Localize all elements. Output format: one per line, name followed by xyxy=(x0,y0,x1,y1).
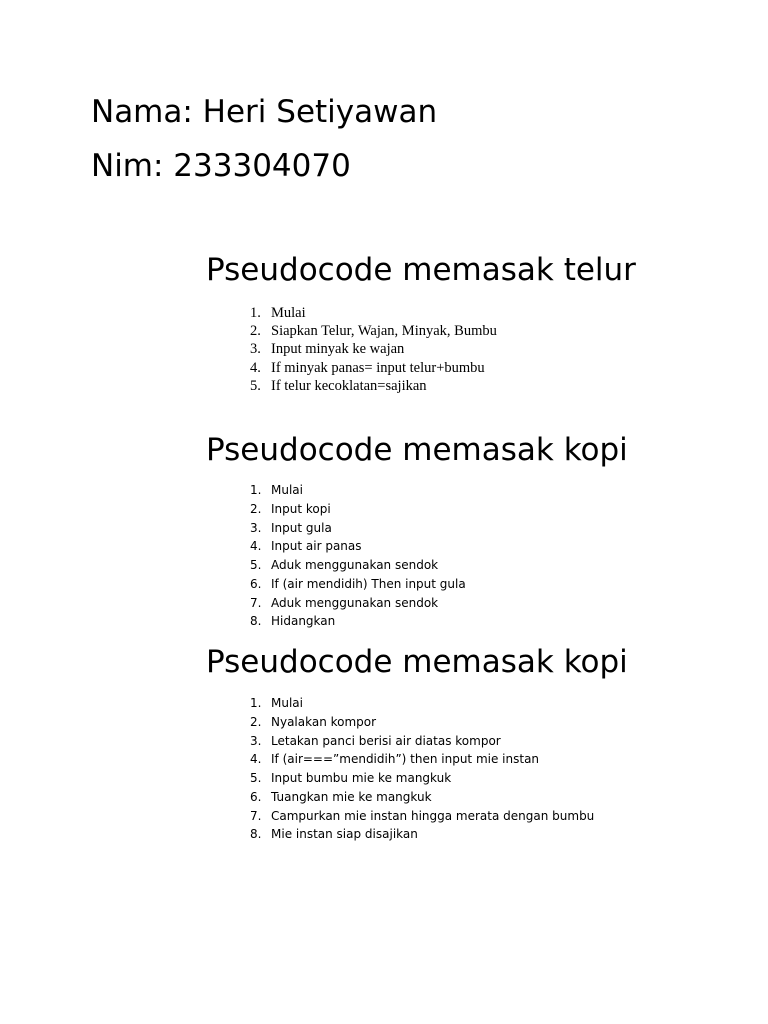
list-item xyxy=(206,750,746,769)
list-item xyxy=(206,537,746,556)
step-text: Letakan panci berisi air diatas kompor xyxy=(271,733,501,748)
list-item xyxy=(206,519,746,538)
step-number: 5. xyxy=(250,771,262,785)
list-item xyxy=(206,694,746,713)
list-item xyxy=(206,807,746,826)
step-number: 5. xyxy=(250,377,261,394)
step-number: 2. xyxy=(250,501,262,516)
step-number: 1. xyxy=(250,305,261,321)
step-number: 3. xyxy=(250,733,262,748)
step-number: 4. xyxy=(250,752,262,767)
list-item xyxy=(206,575,746,594)
step-number: 5. xyxy=(250,558,262,572)
step-number: 1. xyxy=(250,483,262,497)
list-item xyxy=(206,825,746,844)
step-number: 1. xyxy=(250,696,262,710)
section-coffee xyxy=(206,430,746,631)
section-title: Pseudocode memasak telur xyxy=(206,252,636,288)
step-number: 6. xyxy=(250,576,262,591)
list-item xyxy=(206,769,746,788)
step-text: Mie instan siap disajikan xyxy=(271,827,418,842)
step-number: 7. xyxy=(250,595,262,610)
section-egg xyxy=(206,250,746,395)
step-list xyxy=(206,304,746,395)
step-text: Mulai xyxy=(271,696,303,710)
step-text: Tuangkan mie ke mangkuk xyxy=(271,789,432,804)
step-list xyxy=(206,481,746,631)
step-text: Mulai xyxy=(271,305,306,321)
step-text: Nyalakan kompor xyxy=(271,714,377,729)
step-text: Input kopi xyxy=(271,501,331,516)
list-item xyxy=(206,612,746,631)
list-item xyxy=(206,594,746,613)
student-nim: Nim: 233304070 xyxy=(91,148,351,184)
list-item xyxy=(206,788,746,807)
step-number: 2. xyxy=(250,323,261,340)
step-number: 8. xyxy=(250,614,262,629)
step-number: 4. xyxy=(250,539,262,554)
step-number: 3. xyxy=(250,520,262,535)
step-text: If telur kecoklatan=sajikan xyxy=(271,377,427,394)
step-number: 3. xyxy=(250,341,261,358)
list-item xyxy=(206,500,746,519)
section-noodle xyxy=(206,642,746,844)
step-list xyxy=(206,694,746,844)
step-number: 8. xyxy=(250,827,262,842)
list-item xyxy=(206,732,746,751)
step-text: Aduk menggunakan sendok xyxy=(271,558,439,572)
list-item xyxy=(206,377,746,395)
step-text: Aduk menggunakan sendok xyxy=(271,595,439,610)
list-item xyxy=(206,340,746,358)
student-name: Nama: Heri Setiyawan xyxy=(91,94,438,130)
step-text: Mulai xyxy=(271,483,303,497)
step-text: Input minyak ke wajan xyxy=(271,341,405,358)
step-number: 4. xyxy=(250,359,261,376)
step-number: 7. xyxy=(250,808,262,823)
step-text: Input air panas xyxy=(271,539,362,554)
list-item xyxy=(206,304,746,322)
step-text: Campurkan mie instan hingga merata dengan bumbu xyxy=(271,808,595,823)
section-title: Pseudocode memasak kopi xyxy=(206,432,628,468)
list-item xyxy=(206,359,746,377)
step-text: Input bumbu mie ke mangkuk xyxy=(271,771,452,785)
step-text: If (air mendidih) Then input gula xyxy=(271,576,466,591)
list-item xyxy=(206,481,746,500)
step-text: Hidangkan xyxy=(271,614,336,629)
list-item xyxy=(206,322,746,340)
step-text: Input gula xyxy=(271,520,332,535)
list-item xyxy=(206,713,746,732)
section-title: Pseudocode memasak kopi xyxy=(206,644,628,680)
step-text: If (air===”mendidih”) then input mie instan xyxy=(271,752,540,767)
step-text: Siapkan Telur, Wajan, Minyak, Bumbu xyxy=(271,323,497,340)
list-item xyxy=(206,556,746,575)
step-number: 6. xyxy=(250,789,262,804)
step-text: If minyak panas= input telur+bumbu xyxy=(271,359,485,376)
step-number: 2. xyxy=(250,714,262,729)
